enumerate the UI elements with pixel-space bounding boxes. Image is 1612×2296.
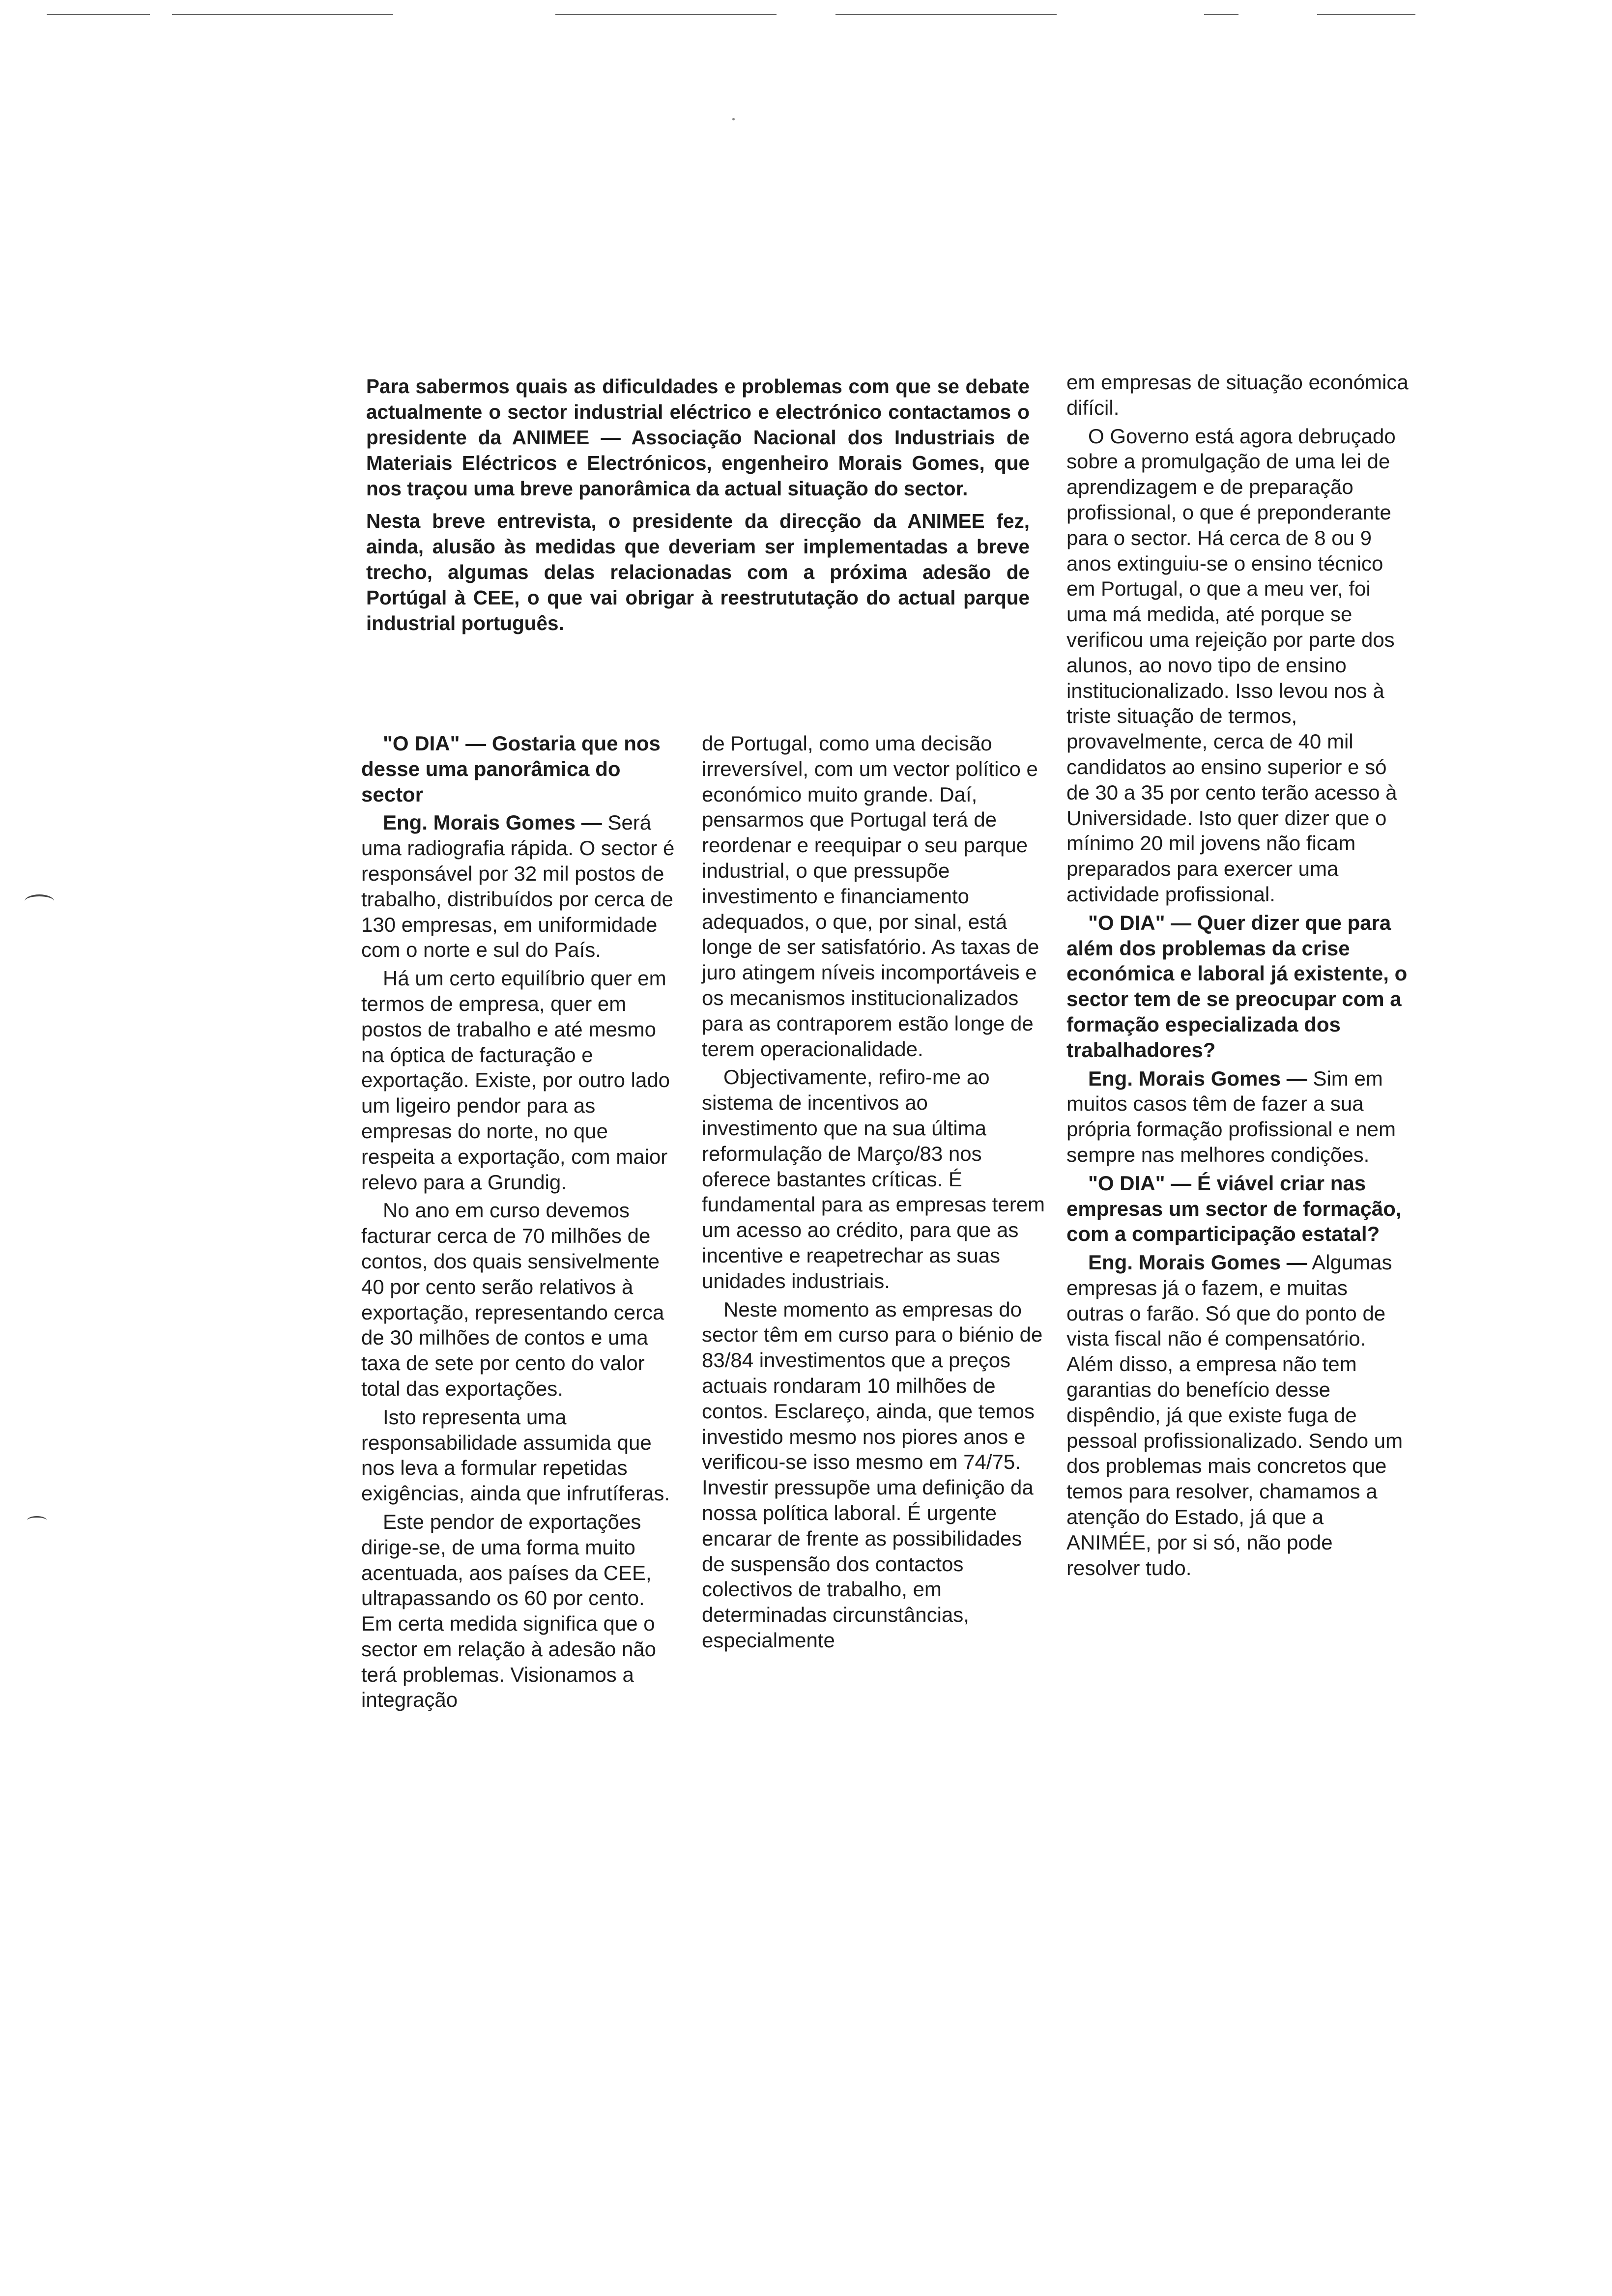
answer-text: Sim em muitos casos têm de fazer a sua própria formação profissional e nem sempre nas melhores condições.: [1066, 1066, 1396, 1166]
speaker-label: Eng. Morais Gomes —: [1088, 1251, 1307, 1274]
scan-artifact-line: [172, 14, 393, 15]
interview-answer: [1066, 1250, 1410, 1580]
article-intro: [366, 373, 1030, 643]
body-paragraph: O Governo está agora debruçado sobre a promulgação de uma lei de aprendizagem e de preparação profissional, o que é preponderante para o sector. Há cerca de 8 ou 9 anos extinguiu-se o ensino técnico em Portugal, o que a meu ver, foi uma má medida, até porque se verificou uma rejeição por parte dos alunos, ao novo tipo de ensino institucionalizado. Isso levou nos à triste situação de termos, provavelmente, cerca de 40 mil candidatos ao ensino superior e só de 30 a 35 por cento terão acesso à Universidade. Isto quer dizer que o mínimo 20 mil jovens não ficam preparados para exercer uma actividade profissional.: [1066, 424, 1397, 906]
scan-artifact-line: [1317, 14, 1415, 15]
body-paragraph: de Portugal, como uma decisão irreversível, com um vector político e económico muito grande. Daí, pensarmos que Portugal terá de reordenar e reequipar o seu parque industrial, o que pressupõe investimento e financiamento adequados, o que, por sinal, está longe de ser satisfatório. As taxas de juro atingem níveis incomportáveis e os mecanismos institucionalizados para as contraporem estão longe de terem operacionalidade.: [702, 732, 1039, 1061]
interview-question: "O DIA" — Gostaria que nos desse uma panorâmica do sector: [361, 732, 661, 806]
answer-text: Algumas empresas já o fazem, e muitas outras o farão. Só que do ponto de vista fiscal não é compensatório. Além disso, a empresa não tem garantias do benefício desse dispêndio, já que existe fuga de pessoal profissionalizado. Sendo um dos problemas mais concretos que temos para resolver, chamamos a atenção do Estado, já que a ANIMÉE, por si só, não pode resolver tudo.: [1066, 1251, 1403, 1579]
punch-hole-mark: [25, 894, 54, 908]
article-column-3: [1066, 370, 1410, 1583]
interview-answer: [1066, 1066, 1410, 1168]
scan-artifact-line: [1204, 14, 1238, 15]
interview-question: "O DIA" — É viável criar nas empresas um sector de formação, com a comparticipação estatal?: [1066, 1171, 1402, 1246]
article-column-1: [361, 731, 678, 1716]
body-paragraph: Este pendor de exportações dirige-se, de uma forma muito acentuada, aos países da CEE, ultrapassando os 60 por cento. Em certa medida significa que o sector em relação à adesão não terá problemas. Visionamos a integração: [361, 1510, 657, 1712]
intro-paragraph: Nesta breve entrevista, o presidente da direcção da ANIMEE fez, ainda, alusão às medidas que deveriam ser implementadas a breve trecho, algumas delas relacionadas com a próxima adesão de Portúgal à CEE, o que vai obrigar à reestrututação do actual parque industrial português.: [366, 510, 1030, 634]
scan-speck: [732, 118, 735, 120]
punch-hole-mark: [27, 1516, 47, 1524]
body-paragraph: Há um certo equilíbrio quer em termos de empresa, quer em postos de trabalho e até mesmo na óptica de facturação e exportação. Existe, por outro lado um ligeiro pendor para as empresas do norte, no que respeita a exportação, com maior relevo para a Grundig.: [361, 967, 670, 1194]
body-paragraph: Objectivamente, refiro-me ao sistema de incentivos ao investimento que na sua última reformulação de Março/83 nos oferece bastantes críticas. É fundamental para as empresas terem um acesso ao crédito, para que as incentive e reapetrechar as suas unidades industriais.: [702, 1065, 1045, 1292]
body-paragraph: No ano em curso devemos facturar cerca de 70 milhões de contos, dos quais sensivelmente 40 por cento serão relativos à exportação, representando cerca de 30 milhões de contos e uma taxa de sete por cento do valor total das exportações.: [361, 1199, 664, 1400]
interview-question: "O DIA" — Quer dizer que para além dos problemas da crise económica e laboral já existente, o sector tem de se preocupar com a formação especializada dos trabalhadores?: [1066, 911, 1408, 1062]
speaker-label: Eng. Morais Gomes —: [383, 811, 602, 834]
answer-text: Será uma radiografia rápida. O sector é responsável por 32 mil postos de trabalho, distribuídos por cerca de 130 empresas, em uniformidade com o norte e sul do País.: [361, 811, 675, 962]
body-paragraph: em empresas de situação económica difícil.: [1066, 371, 1409, 419]
article-column-2: [702, 731, 1046, 1656]
scan-artifact-line: [47, 14, 150, 15]
scan-artifact-line: [555, 14, 777, 15]
scan-artifact-line: [835, 14, 1057, 15]
body-paragraph: Neste momento as empresas do sector têm em curso para o biénio de 83/84 investimentos que a preços actuais rondaram 10 milhões de contos. Esclareço, ainda, que temos investido mesmo nos piores anos e verificou-se isso mesmo em 74/75. Investir pressupõe uma definição da nossa política laboral. É urgente encarar de frente as possibilidades de suspensão dos contactos colectivos de trabalho, em determinadas circunstâncias, especialmente: [702, 1297, 1043, 1652]
intro-paragraph: Para sabermos quais as dificuldades e problemas com que se debate actualmente o sector industrial eléctrico e electrónico contactamos o presidente da ANIMEE — Associação Nacional dos Industriais de Materiais Eléctricos e Electrónicos, engenheiro Morais Gomes, que nos traçou uma breve panorâmica da actual situação do sector.: [366, 375, 1030, 500]
body-paragraph: Isto representa uma responsabilidade assumida que nos leva a formular repetidas exigências, ainda que infrutíferas.: [361, 1405, 670, 1505]
speaker-label: Eng. Morais Gomes —: [1088, 1066, 1307, 1090]
interview-answer: [361, 810, 678, 963]
